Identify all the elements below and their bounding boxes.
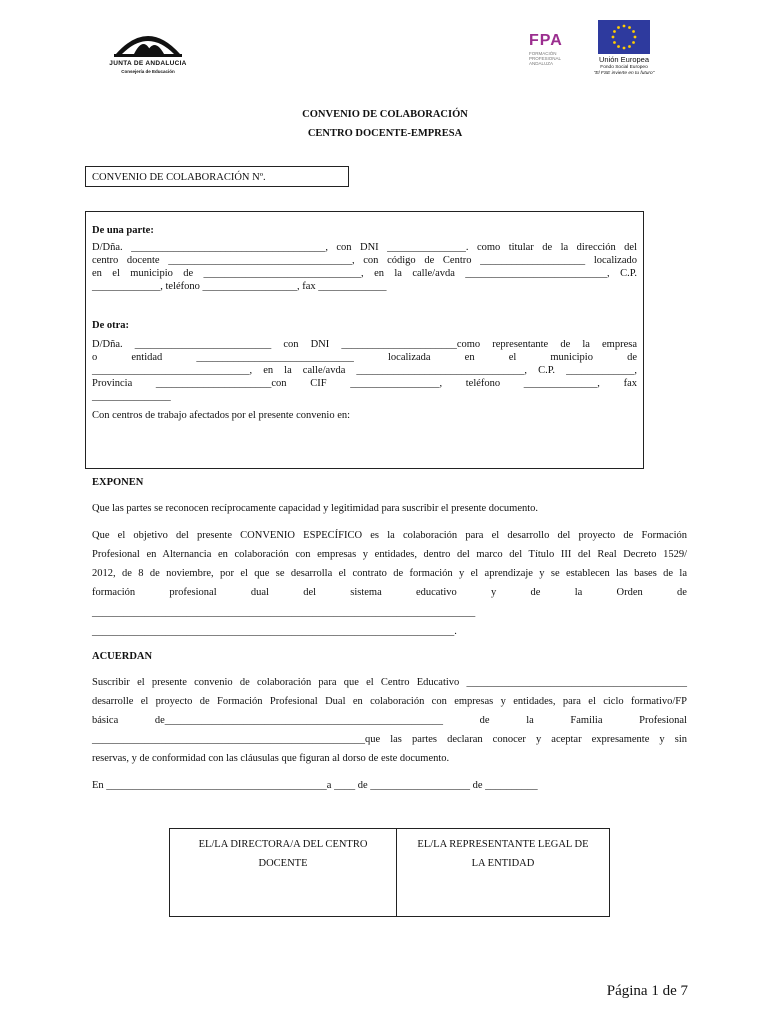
word: sistema: [350, 587, 382, 598]
director-label-1: EL/LA DIRECTORA/A DEL CENTRO: [198, 839, 368, 850]
fpa-line-2: PROFESIONAL: [529, 56, 562, 61]
eu-star-icon: [612, 36, 615, 39]
place-date-line: En __________________________________________a ____ de ___________________ de __________: [92, 780, 538, 791]
fpa-logo: [529, 32, 589, 72]
acuerdan-line-5: reservas, y de conformidad con las cláusulas que figuran al dorso de este documento.: [92, 753, 450, 764]
word: educativo: [415, 587, 457, 598]
eu-star-icon: [628, 45, 631, 48]
word: profesional: [169, 587, 217, 598]
exponen-blank-2: _____________________________________________________________________.: [92, 626, 457, 637]
junta-arch-icon: [108, 24, 188, 58]
eu-star-icon: [634, 36, 637, 39]
acuerdan-line-2: desarrolle el proyecto de Formación Profesional Dual en colaboración con empresas y entidades, para el ciclo formativo/FP: [92, 696, 687, 707]
una-parte-line-4: _____________, teléfono __________________, fax _____________: [92, 281, 387, 292]
word: y: [491, 587, 497, 598]
eu-fund: Fondo Social Europeo: [600, 65, 648, 70]
word: Orden: [616, 587, 643, 598]
acuerdan-line-1: Suscribir el presente convenio de colaboración para que el Centro Educativo __________________________________________: [92, 677, 687, 688]
word: de: [676, 587, 687, 598]
word: la: [526, 715, 534, 726]
fpa-wordmark: FPA: [529, 32, 563, 49]
word: de_____________________________________________________: [154, 715, 444, 726]
word: dual: [250, 587, 269, 598]
junta-de-andalucia-logo: [108, 24, 188, 78]
convenio-number-box: [85, 166, 349, 187]
eu-star-icon: [628, 26, 631, 29]
eu-star-icon: [632, 30, 635, 33]
exponen-p2-line-2: Profesional en Alternancia en colaboración con empresas y entidades, dentro del marco del Título III del Real Decreto 1529/: [92, 549, 687, 560]
otra-parte-heading: De otra:: [92, 320, 130, 331]
acuerdan-line-4: ____________________________________________________que las partes declaran conocer y aceptar expresamente y sin: [92, 734, 687, 745]
una-parte-line-1: D/Dña. _____________________________________, con DNI _______________. como titular de la dirección del: [92, 242, 637, 253]
word: formación: [92, 587, 136, 598]
eu-star-icon: [623, 47, 626, 50]
junta-dept: Consejería de Educación: [121, 69, 175, 74]
eu-flag-icon: [598, 20, 650, 54]
fpa-line-3: ANDALUZA: [529, 61, 554, 66]
otra-parte-line-1: D/Dña. __________________________ con DNI ______________________como representante de la empresa: [92, 339, 637, 350]
otra-parte-line-5: _______________: [92, 391, 171, 402]
representative-label-2: LA ENTIDAD: [471, 858, 535, 869]
title-line-2: CENTRO DOCENTE-EMPRESA: [307, 128, 463, 139]
eu-motto: "El FSE invierte en tu futuro": [593, 71, 655, 76]
junta-name: JUNTA DE ANDALUCIA: [109, 60, 187, 67]
page-number: Página 1 de 7: [606, 983, 688, 999]
eu-star-icon: [632, 41, 635, 44]
eu-star-icon: [613, 30, 616, 33]
word: Familia: [570, 715, 603, 726]
signature-table: [169, 828, 610, 917]
otra-parte-line-2: o entidad ______________________________ localizada en el municipio de: [92, 352, 637, 363]
eu-star-icon: [623, 25, 626, 28]
acuerdan-heading: ACUERDAN: [92, 651, 153, 662]
word: del: [303, 587, 317, 598]
convenio-number-label: CONVENIO DE COLABORACIÓN Nº.: [92, 172, 266, 183]
eu-logo: [586, 20, 666, 80]
eu-star-icon: [617, 26, 620, 29]
otra-parte-line-3: ______________________________, en la calle/avda ________________________________, C.P. _____________,: [92, 365, 637, 376]
word: de: [479, 715, 490, 726]
word: básica: [92, 715, 119, 726]
word: la: [574, 587, 583, 598]
title-line-1: CONVENIO DE COLABORACIÓN: [302, 109, 468, 120]
acuerdan-line-3: [92, 714, 687, 727]
una-parte-heading: De una parte:: [92, 225, 154, 236]
una-parte-line-2: centro docente ___________________________________, con código de Centro ____________________ localizado: [92, 255, 637, 266]
exponen-p1: Que las partes se reconocen recíprocamente capacidad y legitimidad para suscribir el presente documento.: [92, 503, 539, 514]
exponen-p2-line-4: [92, 586, 687, 599]
signature-cell-director: [170, 829, 397, 916]
otra-parte-line-4: Provincia ______________________con CIF _________________, teléfono ______________, fax: [92, 378, 637, 389]
word: de: [530, 587, 541, 598]
centros-trabajo-label: Con centros de trabajo afectados por el presente convenio en:: [92, 410, 351, 421]
una-parte-line-3: en el municipio de ______________________________, en la calle/avda ___________________________, C.P.: [92, 268, 637, 279]
exponen-p2-line-1: Que el objetivo del presente CONVENIO ESPECÍFICO es la colaboración para el desarrollo del proyecto de Formación: [92, 530, 687, 541]
eu-name: Unión Europea: [598, 55, 650, 64]
director-label-2: DOCENTE: [258, 858, 308, 869]
signature-cell-representative: [397, 829, 609, 916]
fpa-line-1: FORMACIÓN: [529, 51, 557, 56]
eu-star-icon: [613, 41, 616, 44]
exponen-heading: EXPONEN: [92, 477, 144, 488]
word: Profesional: [639, 715, 687, 726]
parties-box: [85, 211, 644, 469]
representative-label-1: EL/LA REPRESENTANTE LEGAL DE: [417, 839, 589, 850]
exponen-blank-1: _________________________________________________________________________: [92, 607, 476, 618]
exponen-p2-line-3: 2012, de 8 de noviembre, por el que se desarrolla el contrato de formación y el aprendizaje y se establecen las bases de la: [92, 568, 687, 579]
eu-star-icon: [617, 45, 620, 48]
